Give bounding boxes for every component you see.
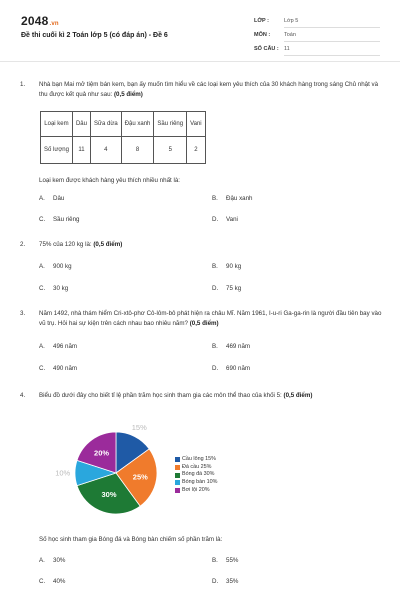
stem-text: Biểu đồ dưới đây cho biết tỉ lệ phần trăm học sinh tham gia các môn thể thao của khối 5: bbox=[39, 392, 282, 399]
table-cell: Số lượng bbox=[41, 137, 73, 164]
question-stem bbox=[39, 240, 384, 250]
option-text: 75 kg bbox=[226, 285, 242, 292]
option-text: Vani bbox=[226, 216, 238, 223]
legend-label: Bơi lội 20% bbox=[182, 486, 210, 493]
question-stem bbox=[39, 391, 384, 401]
table-cell: 5 bbox=[154, 137, 187, 164]
page-header bbox=[0, 0, 400, 62]
question-points: (0,5 điểm) bbox=[113, 91, 143, 98]
question-number: 2. bbox=[20, 241, 26, 248]
question-number: 1. bbox=[20, 81, 26, 88]
option-letter: C. bbox=[39, 285, 46, 292]
option-4c[interactable] bbox=[39, 578, 65, 585]
question-number: 4. bbox=[20, 392, 26, 399]
option-letter: B. bbox=[212, 343, 218, 350]
table-cell: 4 bbox=[90, 137, 121, 164]
question-stem bbox=[39, 309, 384, 329]
pie-legend bbox=[175, 456, 217, 495]
legend-label: Cầu lông 15% bbox=[182, 456, 216, 462]
option-letter: C. bbox=[39, 578, 46, 585]
legend-swatch bbox=[175, 488, 180, 493]
legend-label: Đá cầu 25% bbox=[182, 463, 212, 470]
legend-swatch bbox=[175, 457, 180, 462]
option-text: 469 năm bbox=[226, 343, 251, 350]
option-letter: D. bbox=[212, 365, 219, 372]
option-1d[interactable] bbox=[212, 216, 238, 223]
pie-slice-label: 25% bbox=[132, 472, 148, 482]
question-4-prompt: Số học sinh tham gia Bóng đá và Bóng bàn chiếm số phần trăm là: bbox=[39, 536, 223, 543]
meta-count-value: 11 bbox=[284, 46, 380, 56]
option-text: 35% bbox=[226, 578, 239, 585]
option-text: 40% bbox=[53, 578, 66, 585]
option-letter: A. bbox=[39, 263, 45, 270]
legend-label: Bóng đá 30% bbox=[182, 471, 215, 478]
option-letter: B. bbox=[212, 557, 218, 564]
option-text: Đậu xanh bbox=[226, 195, 253, 202]
legend-item bbox=[175, 487, 217, 495]
option-text: 55% bbox=[226, 557, 239, 564]
meta-class-label: LỚP : bbox=[254, 18, 269, 24]
question-points: (0,5 điểm) bbox=[189, 320, 219, 327]
option-text: 496 năm bbox=[53, 343, 78, 350]
option-text: 90 kg bbox=[226, 263, 242, 270]
question-1-prompt: Loại kem được khách hàng yêu thích nhiều nhất là: bbox=[39, 177, 180, 184]
option-text: 30% bbox=[53, 557, 66, 564]
legend-swatch bbox=[175, 465, 180, 470]
question-number: 3. bbox=[20, 310, 26, 317]
stem-text: Năm 1492, nhà thám hiểm Cri-xtô-phơ Cô-lôm-bô phát hiện ra châu Mĩ. Năm 1961, I-u-ri Ga-ga-rin là người đầu tiên bay vào vũ trụ. Hỏi hai sự kiện trên cách nhau bao nhiêu năm? bbox=[39, 310, 382, 327]
logo-text: 2048 bbox=[21, 14, 49, 28]
table-header-cell: Sầu riêng bbox=[154, 112, 187, 137]
option-letter: B. bbox=[212, 195, 218, 202]
meta-subject-value: Toán bbox=[284, 32, 380, 42]
question-points: (0,5 điểm) bbox=[93, 241, 123, 248]
ice-cream-table bbox=[40, 111, 206, 164]
option-letter: A. bbox=[39, 557, 45, 564]
legend-swatch bbox=[175, 480, 180, 485]
question-points: (0,5 điểm) bbox=[283, 392, 313, 399]
option-2d[interactable] bbox=[212, 285, 241, 292]
question-stem bbox=[39, 80, 384, 100]
option-1b[interactable] bbox=[212, 195, 253, 202]
option-3c[interactable] bbox=[39, 365, 77, 372]
pie-slice-label: 15% bbox=[131, 422, 147, 432]
option-3d[interactable] bbox=[212, 365, 250, 372]
table-cell: 11 bbox=[72, 137, 90, 164]
option-3b[interactable] bbox=[212, 343, 250, 350]
table-header-cell: Vani bbox=[187, 112, 206, 137]
option-text: 490 năm bbox=[53, 365, 78, 372]
option-letter: D. bbox=[212, 216, 219, 223]
meta-subject-label: MÔN : bbox=[254, 32, 271, 38]
stem-text: Nhà bạn Mai mở tiệm bán kem, bạn ấy muốn tìm hiểu về các loại kem yêu thích của 30 khách hàng trong sáng Chủ nhật và thu được kết quả như sau: bbox=[39, 81, 379, 98]
option-text: 900 kg bbox=[53, 263, 72, 270]
table-header-cell: Loại kem bbox=[41, 112, 73, 137]
table-cell: 8 bbox=[121, 137, 154, 164]
table-header-cell: Dâu bbox=[72, 112, 90, 137]
table-cell: 2 bbox=[187, 137, 206, 164]
legend-swatch bbox=[175, 473, 180, 478]
option-letter: D. bbox=[212, 578, 219, 585]
meta-class-value: Lớp 5 bbox=[284, 18, 380, 28]
table-header-cell: Sữa dừa bbox=[90, 112, 121, 137]
option-letter: A. bbox=[39, 343, 45, 350]
sports-pie-chart bbox=[55, 422, 260, 521]
stem-text: 75% của 120 kg là: bbox=[39, 241, 92, 248]
option-letter: C. bbox=[39, 365, 46, 372]
option-3a[interactable] bbox=[39, 343, 77, 350]
table-header-cell: Đậu xanh bbox=[121, 112, 154, 137]
exam-title: Đề thi cuối kì 2 Toán lớp 5 (có đáp án) - Đề 6 bbox=[21, 32, 168, 39]
option-4a[interactable] bbox=[39, 557, 65, 564]
legend-item bbox=[175, 456, 217, 464]
legend-item bbox=[175, 471, 217, 479]
legend-item bbox=[175, 479, 217, 487]
legend-label: Bóng bàn 10% bbox=[182, 479, 218, 486]
option-4b[interactable] bbox=[212, 557, 238, 564]
option-1a[interactable] bbox=[39, 195, 64, 202]
option-letter: A. bbox=[39, 195, 45, 202]
option-4d[interactable] bbox=[212, 578, 238, 585]
site-logo[interactable] bbox=[21, 14, 59, 28]
option-text: Sầu riêng bbox=[53, 216, 80, 223]
option-letter: C. bbox=[39, 216, 46, 223]
pie-slice-label: 20% bbox=[94, 448, 110, 458]
legend-item bbox=[175, 464, 217, 472]
option-2b[interactable] bbox=[212, 263, 241, 270]
option-2a[interactable] bbox=[39, 263, 72, 270]
logo-suffix: .vn bbox=[49, 21, 59, 27]
meta-count-label: SỐ CÂU : bbox=[254, 46, 279, 52]
option-text: 30 kg bbox=[53, 285, 69, 292]
option-2c[interactable] bbox=[39, 285, 68, 292]
option-letter: D. bbox=[212, 285, 219, 292]
option-1c[interactable] bbox=[39, 216, 80, 223]
pie-slice-label: 30% bbox=[101, 489, 117, 499]
option-text: 690 năm bbox=[226, 365, 251, 372]
option-text: Dâu bbox=[53, 195, 65, 202]
option-letter: B. bbox=[212, 263, 218, 270]
pie-slice-label: 10% bbox=[55, 468, 71, 478]
